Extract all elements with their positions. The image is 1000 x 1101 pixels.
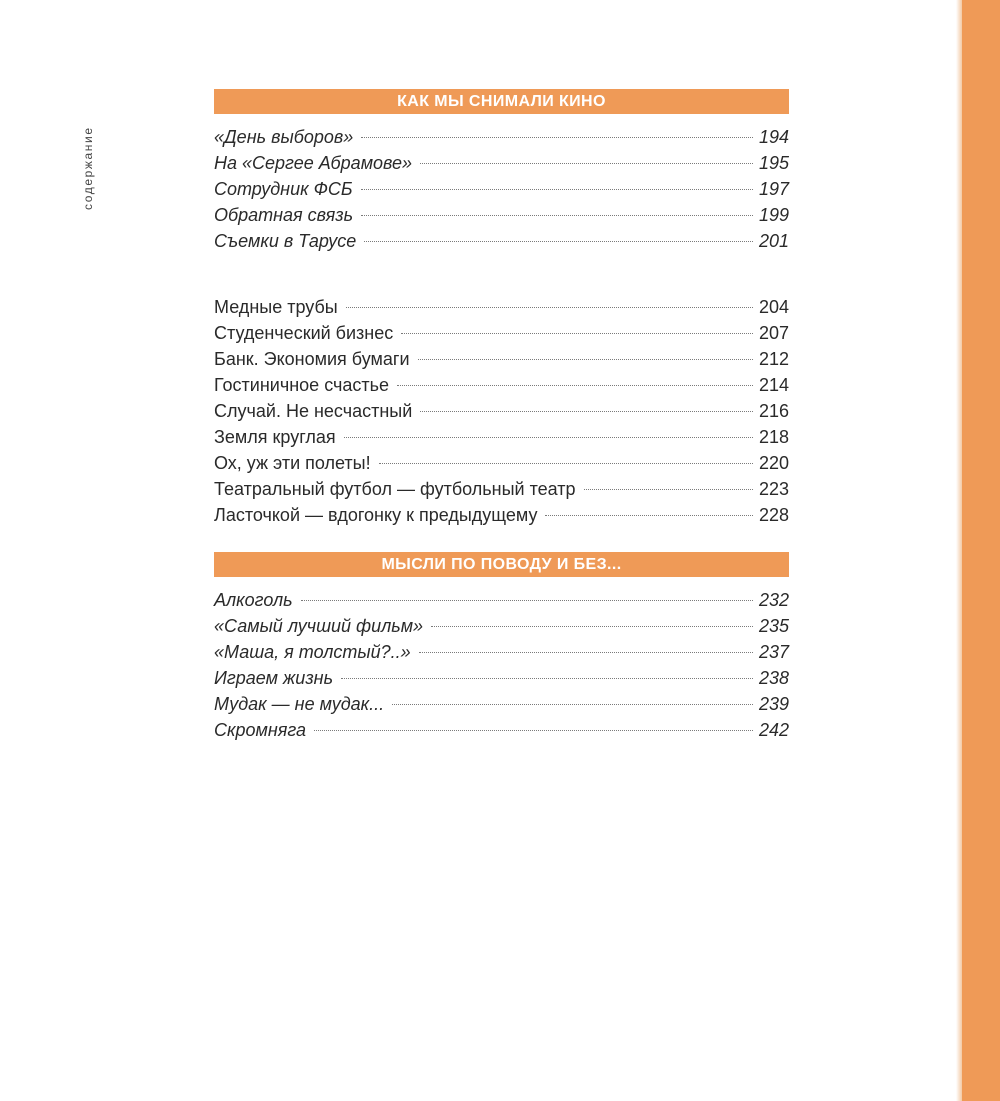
toc-entry[interactable] (214, 202, 789, 228)
toc-entry[interactable] (214, 476, 789, 502)
orange-side-band (962, 0, 1000, 1101)
toc-entry-title: Гостиничное счастье (214, 375, 390, 395)
toc-entry-title: «День выборов» (214, 127, 354, 147)
toc-entry[interactable] (214, 150, 789, 176)
toc-entry[interactable] (214, 639, 789, 665)
toc-entry[interactable] (214, 346, 789, 372)
toc-entry-title: Театральный футбол — футбольный театр (214, 479, 576, 499)
dot-leader (431, 626, 753, 627)
dot-leader (361, 137, 753, 138)
toc-entry-title: Ласточкой — вдогонку к предыдущему (214, 505, 538, 525)
toc-entry-page: 199 (758, 205, 789, 225)
toc-entry[interactable] (214, 398, 789, 424)
toc-entry[interactable] (214, 372, 789, 398)
toc-entry-title: Съемки в Тарусе (214, 231, 357, 251)
dot-leader (420, 411, 753, 412)
toc-entry-page: 216 (758, 401, 789, 421)
toc-entry-title: Случай. Не несчастный (214, 401, 413, 421)
toc-entry-page: 235 (758, 616, 789, 636)
dot-leader (361, 215, 753, 216)
toc-entry-page: 218 (758, 427, 789, 447)
toc-entry[interactable] (214, 424, 789, 450)
toc-entry-page: 204 (758, 297, 789, 317)
toc-entry-page: 223 (758, 479, 789, 499)
toc-entry-page: 201 (758, 231, 789, 251)
toc-entry[interactable] (214, 587, 789, 613)
dot-leader (344, 437, 753, 438)
section-header: МЫСЛИ ПО ПОВОДУ И БЕЗ... (214, 552, 789, 577)
toc-entry[interactable] (214, 450, 789, 476)
dot-leader (301, 600, 753, 601)
toc-entry[interactable] (214, 176, 789, 202)
toc-entry[interactable] (214, 691, 789, 717)
toc-entry[interactable] (214, 717, 789, 743)
toc-entry-page: 195 (758, 153, 789, 173)
toc-entry-title: Играем жизнь (214, 668, 334, 688)
toc-entry-title: Обратная связь (214, 205, 354, 225)
toc-entry-title: «Самый лучший фильм» (214, 616, 424, 636)
toc-entry-page: 242 (758, 720, 789, 740)
toc-entry-title: Сотрудник ФСБ (214, 179, 353, 199)
toc-entry-title: Алкоголь (214, 590, 293, 610)
section-spacer (214, 528, 789, 552)
toc-entry-page: 232 (758, 590, 789, 610)
toc-entry-page: 207 (758, 323, 789, 343)
toc-entry-title: На «Сергее Абрамове» (214, 153, 413, 173)
dot-leader (314, 730, 753, 731)
toc-entry-title: Медные трубы (214, 297, 338, 317)
dot-leader (341, 678, 753, 679)
dot-leader (392, 704, 753, 705)
toc-entry-page: 212 (758, 349, 789, 369)
toc-entry-page: 228 (758, 505, 789, 525)
toc-entry-page: 214 (758, 375, 789, 395)
dot-leader (364, 241, 753, 242)
toc-entry-page: 194 (758, 127, 789, 147)
toc-entry[interactable] (214, 502, 789, 528)
dot-leader (420, 163, 753, 164)
toc-entry-page: 238 (758, 668, 789, 688)
running-head-label: содержание (81, 126, 95, 210)
toc-entry[interactable] (214, 613, 789, 639)
toc-entry-title: Скромняга (214, 720, 307, 740)
dot-leader (361, 189, 753, 190)
toc-entry[interactable] (214, 294, 789, 320)
dot-leader (545, 515, 752, 516)
toc-entry[interactable] (214, 228, 789, 254)
toc-entry-page: 239 (758, 694, 789, 714)
dot-leader (584, 489, 753, 490)
section-header: КАК МЫ СНИМАЛИ КИНО (214, 89, 789, 114)
toc-entry[interactable] (214, 124, 789, 150)
toc-entry-title: Банк. Экономия бумаги (214, 349, 410, 369)
toc-entry[interactable] (214, 665, 789, 691)
toc-entry-title: «Маша, я толстый?..» (214, 642, 411, 662)
toc-entry-title: Студенческий бизнес (214, 323, 394, 343)
toc-section-thoughts (214, 552, 789, 743)
dot-leader (397, 385, 753, 386)
section-spacer (214, 254, 789, 294)
table-of-contents (214, 89, 789, 743)
dot-leader (379, 463, 753, 464)
toc-entry-page: 220 (758, 453, 789, 473)
toc-section-filming (214, 89, 789, 254)
toc-entry-title: Ох, уж эти полеты! (214, 453, 371, 473)
toc-entry[interactable] (214, 320, 789, 346)
dot-leader (418, 359, 753, 360)
dot-leader (419, 652, 753, 653)
dot-leader (346, 307, 753, 308)
dot-leader (401, 333, 753, 334)
toc-entry-title: Мудак — не мудак... (214, 694, 385, 714)
toc-entry-page: 197 (758, 179, 789, 199)
toc-section-stories (214, 294, 789, 528)
toc-entry-title: Земля круглая (214, 427, 336, 447)
toc-entry-page: 237 (758, 642, 789, 662)
